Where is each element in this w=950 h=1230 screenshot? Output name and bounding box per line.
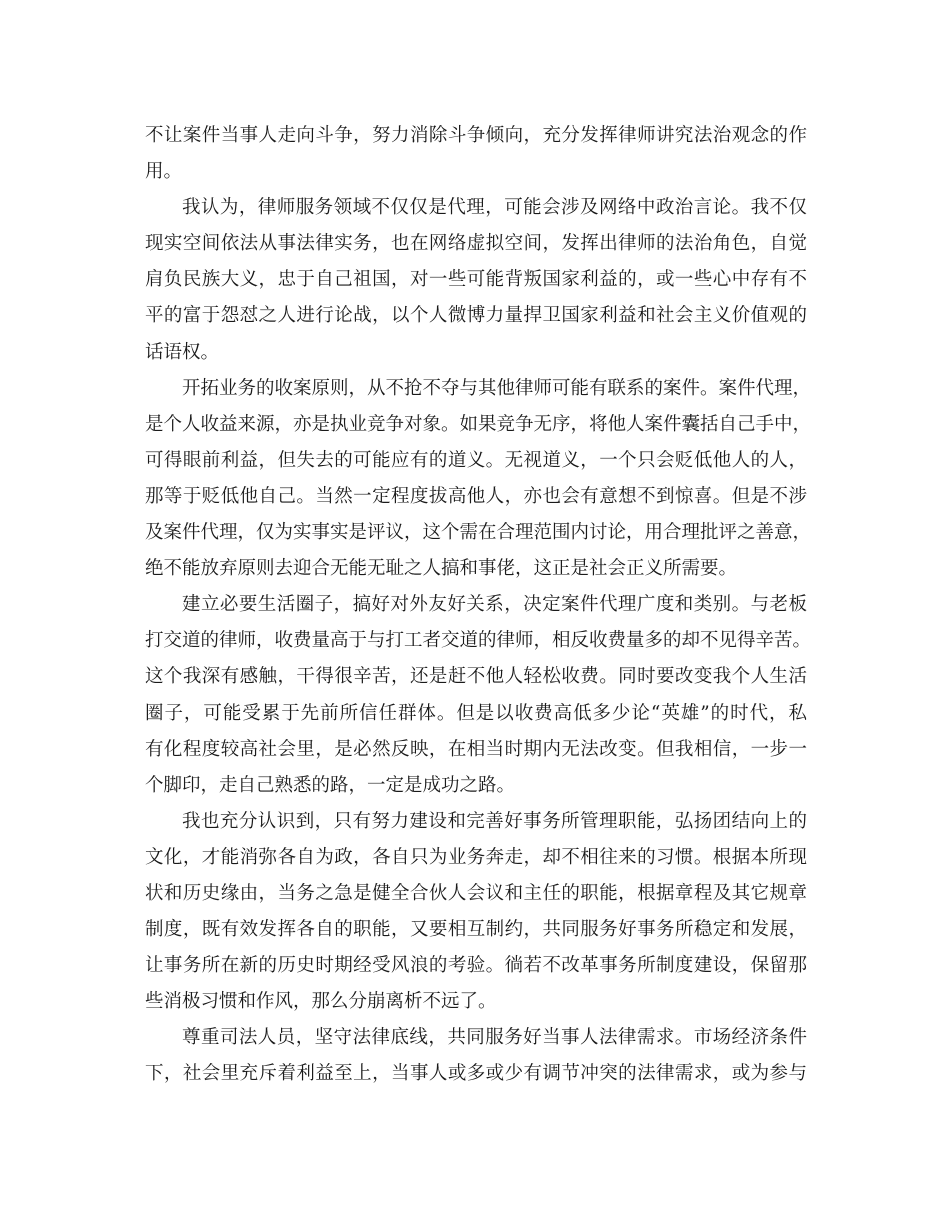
text-line: 文化，才能消弥各自为政，各自只为业务奔走，却不相往来的习惯。根据本所现 [145, 846, 807, 868]
text-line: 制度，既有效发挥各自的职能，又要相互制约，共同服务好事务所稳定和发展， [145, 919, 807, 941]
text-line: 现实空间依法从事法律实务，也在网络虚拟空间，发挥出律师的法治角色，自觉 [145, 233, 807, 255]
text-line: 让事务所在新的历史时期经受风浪的考验。徜若不改革事务所制度建设，保留那 [145, 955, 807, 977]
text-line: 有化程度较高社会里，是必然反映，在相当时期内无法改变。但我相信，一步一 [145, 738, 807, 760]
paragraph-first-line: 我认为，律师服务领域不仅仅是代理，可能会涉及网络中政治言论。我不仅 [182, 197, 807, 219]
text-line: 个脚印，走自己熟悉的路，一定是成功之路。 [145, 774, 516, 796]
paragraph-first-line: 我也充分认识到，只有努力建设和完善好事务所管理职能，弘扬团结向上的 [182, 810, 807, 832]
text-line: 下，社会里充斥着利益至上，当事人或多或少有调节冲突的法律需求，或为参与 [145, 1063, 807, 1085]
text-line: 这个我深有感触，干得很辛苦，还是赶不他人轻松收费。同时要改变我个人生活 [145, 666, 807, 688]
text-line: 圈子，可能受累于先前所信任群体。但是以收费高低多少论“英雄”的时代，私 [145, 702, 807, 724]
text-line: 话语权。 [145, 341, 220, 363]
paragraph-first-line: 尊重司法人员，坚守法律底线，共同服务好当事人法律需求。市场经济条件 [182, 1027, 807, 1049]
text-line: 可得眼前利益，但失去的可能应有的道义。无视道义，一个只会贬低他人的人， [145, 449, 807, 471]
text-line: 些消极习惯和作风，那么分崩离析不远了。 [145, 991, 497, 1013]
paragraph-first-line: 开拓业务的收案原则，从不抢不夺与其他律师可能有联系的案件。案件代理， [182, 377, 812, 399]
text-line: 用。 [145, 161, 183, 183]
text-line: 平的富于怨怼之人进行论战，以个人微博力量捍卫国家利益和社会主义价值观的 [145, 305, 807, 327]
text-line: 不让案件当事人走向斗争，努力消除斗争倾向，充分发挥律师讲究法治观念的作 [145, 125, 807, 146]
text-line: 肩负民族大义，忠于自己祖国，对一些可能背叛国家利益的，或一些心中存有不 [145, 269, 807, 291]
text-line: 状和历史缘由，当务之急是健全合伙人会议和主任的职能，根据章程及其它规章 [145, 882, 807, 904]
paragraph-first-line: 建立必要生活圈子，搞好对外友好关系，决定案件代理广度和类别。与老板 [182, 594, 807, 616]
text-line: 那等于贬低他自己。当然一定程度拔高他人，亦也会有意想不到惊喜。但是不涉 [145, 485, 807, 507]
text-line: 绝不能放弃原则去迎合无能无耻之人搞和事佬，这正是社会正义所需要。 [145, 558, 738, 580]
text-line: 及案件代理，仅为实事实是评议，这个需在合理范围内讨论，用合理批评之善意， [145, 522, 812, 544]
text-line: 是个人收益来源，亦是执业竞争对象。如果竞争无序，将他人案件囊括自己手中， [145, 413, 812, 435]
body-text [145, 118, 812, 1093]
text-line: 打交道的律师，收费量高于与打工者交道的律师，相反收费量多的却不见得辛苦。 [145, 630, 812, 652]
